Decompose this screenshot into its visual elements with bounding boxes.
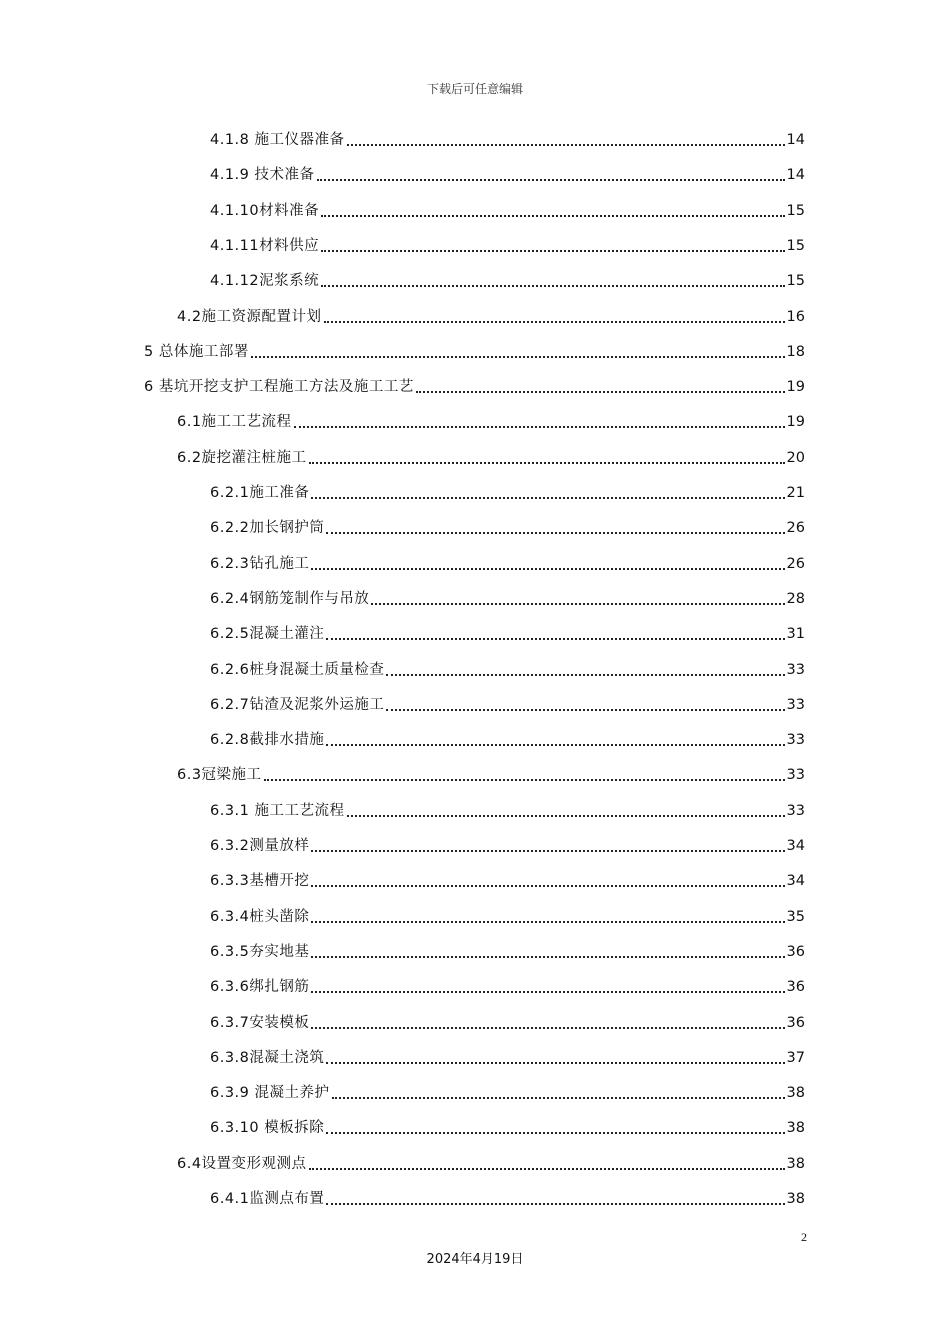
toc-dot-leader xyxy=(321,215,784,217)
toc-entry[interactable] xyxy=(210,971,805,997)
toc-entry[interactable] xyxy=(177,442,805,468)
toc-entry-page: 34 xyxy=(786,838,805,854)
toc-entry[interactable] xyxy=(177,759,805,785)
toc-entry[interactable] xyxy=(210,512,805,538)
toc-entry-page: 15 xyxy=(786,273,805,290)
toc-entry-title: 6.4设置变形观测点 xyxy=(177,1155,307,1172)
toc-entry-title: 4.1.10材料准备 xyxy=(210,202,320,219)
toc-entry-page: 28 xyxy=(786,590,805,607)
toc-dot-leader xyxy=(386,674,784,676)
toc-entry[interactable] xyxy=(210,159,805,185)
page-header: 下载后可任意编辑 xyxy=(426,82,523,96)
toc-entry-page: 33 xyxy=(786,802,805,819)
toc-entry-page: 35 xyxy=(786,908,805,925)
toc-dot-leader xyxy=(311,956,784,958)
toc-entry-page: 26 xyxy=(786,520,805,537)
toc-entry[interactable] xyxy=(210,548,805,574)
toc-entry-title: 6 基坑开挖支护工程施工方法及施工工艺 xyxy=(144,379,414,396)
toc-entry[interactable] xyxy=(144,336,805,362)
toc-entry-page: 38 xyxy=(786,1120,805,1137)
toc-entry-title: 6.2.2加长钢护筒 xyxy=(210,520,325,537)
toc-dot-leader xyxy=(264,779,785,781)
toc-dot-leader xyxy=(309,462,785,464)
toc-entry-page: 26 xyxy=(786,555,805,572)
toc-dot-leader xyxy=(326,638,784,640)
toc-entry-title: 6.2.3钻孔施工 xyxy=(210,555,310,572)
toc-entry-title: 6.3.2测量放样 xyxy=(210,838,310,854)
toc-dot-leader xyxy=(347,815,785,817)
toc-dot-leader xyxy=(371,603,784,605)
toc-dot-leader xyxy=(311,497,784,499)
toc-entry[interactable] xyxy=(210,1183,805,1209)
toc-dot-leader xyxy=(416,391,785,393)
toc-dot-leader xyxy=(317,179,785,181)
toc-entry-page: 36 xyxy=(786,1014,805,1031)
toc-entry[interactable] xyxy=(210,265,805,291)
toc-entry-title: 6.2.5混凝土灌注 xyxy=(210,626,325,643)
toc-entry[interactable] xyxy=(177,1148,805,1174)
toc-dot-leader xyxy=(321,285,784,287)
toc-entry-page: 33 xyxy=(786,732,805,749)
toc-dot-leader xyxy=(294,426,785,428)
toc-entry[interactable] xyxy=(210,124,805,150)
toc-entry-page: 19 xyxy=(786,379,805,396)
toc-entry[interactable] xyxy=(210,195,805,221)
toc-entry-title: 6.4.1监测点布置 xyxy=(210,1191,325,1207)
toc-dot-leader xyxy=(251,356,785,358)
toc-entry-page: 19 xyxy=(786,414,805,431)
toc-entry-page: 36 xyxy=(786,979,805,996)
toc-dot-leader xyxy=(326,532,784,534)
toc-entry[interactable] xyxy=(210,689,805,715)
toc-entry-page: 36 xyxy=(786,943,805,960)
toc-dot-leader xyxy=(321,250,784,252)
toc-entry[interactable] xyxy=(177,301,805,327)
toc-entry[interactable] xyxy=(210,1042,805,1068)
toc-dot-leader xyxy=(311,568,784,570)
toc-dot-leader xyxy=(311,991,784,993)
toc-entry-title: 6.3.4桩头凿除 xyxy=(210,908,310,925)
toc-dot-leader xyxy=(311,850,784,852)
toc-entry[interactable] xyxy=(210,901,805,927)
toc-entry-title: 4.2施工资源配置计划 xyxy=(177,308,322,325)
toc-entry-title: 4.1.9 技术准备 xyxy=(210,167,315,184)
toc-entry-page: 37 xyxy=(786,1049,805,1066)
toc-entry-title: 6.3.8混凝土浇筑 xyxy=(210,1049,325,1066)
toc-entry[interactable] xyxy=(210,865,805,891)
toc-entry[interactable] xyxy=(210,1112,805,1138)
toc-entry-page: 18 xyxy=(786,343,805,360)
toc-entry-title: 6.3.10 模板拆除 xyxy=(210,1120,325,1137)
toc-entry[interactable] xyxy=(210,1077,805,1103)
toc-dot-leader xyxy=(311,1027,784,1029)
toc-dot-leader xyxy=(347,144,785,146)
toc-dot-leader xyxy=(311,921,784,923)
toc-entry[interactable] xyxy=(210,830,805,856)
toc-entry-page: 14 xyxy=(786,167,805,184)
toc-entry-page: 33 xyxy=(786,767,805,784)
toc-entry-page: 21 xyxy=(786,485,805,501)
toc-dot-leader xyxy=(324,321,785,323)
toc-entry-page: 15 xyxy=(786,237,805,254)
footer-date: 2024年4月19日 xyxy=(426,1252,524,1267)
toc-dot-leader xyxy=(332,1097,785,1099)
toc-entry-title: 6.3.7安装模板 xyxy=(210,1014,310,1031)
toc-entry-title: 5 总体施工部署 xyxy=(144,343,249,360)
toc-dot-leader xyxy=(386,709,784,711)
toc-dot-leader xyxy=(326,744,784,746)
toc-entry-title: 6.3冠梁施工 xyxy=(177,767,262,784)
toc-entry-page: 14 xyxy=(786,132,805,148)
toc-entry-page: 16 xyxy=(786,308,805,325)
toc-entry[interactable] xyxy=(177,406,805,432)
toc-entry-title: 6.2.8截排水措施 xyxy=(210,732,325,749)
toc-entry[interactable] xyxy=(144,371,805,397)
toc-entry-page: 38 xyxy=(786,1191,805,1207)
toc-dot-leader xyxy=(311,885,784,887)
toc-entry-page: 38 xyxy=(786,1155,805,1172)
toc-entry[interactable] xyxy=(210,654,805,680)
toc-entry[interactable] xyxy=(210,477,805,503)
toc-entry-page: 33 xyxy=(786,661,805,678)
toc-entry[interactable] xyxy=(210,618,805,644)
toc-entry-title: 6.3.1 施工工艺流程 xyxy=(210,802,345,819)
toc-entry-title: 6.3.3基槽开挖 xyxy=(210,873,310,890)
toc-entry-title: 4.1.12泥浆系统 xyxy=(210,273,320,290)
toc-entry[interactable] xyxy=(210,1007,805,1033)
toc-entry-title: 6.3.6绑扎钢筋 xyxy=(210,979,310,996)
toc-entry-title: 6.2旋挖灌注桩施工 xyxy=(177,449,307,466)
toc-dot-leader xyxy=(326,1203,784,1205)
toc-entry-title: 6.3.9 混凝土养护 xyxy=(210,1085,330,1102)
page-number: 2 xyxy=(801,1230,807,1244)
toc-entry-title: 4.1.11材料供应 xyxy=(210,237,320,254)
toc-entry-page: 33 xyxy=(786,696,805,713)
toc-entry[interactable] xyxy=(210,583,805,609)
toc-entry-title: 6.2.6桩身混凝土质量检查 xyxy=(210,661,385,678)
toc-entry-title: 6.2.7钻渣及泥浆外运施工 xyxy=(210,696,385,713)
toc-entry-title: 6.2.1施工准备 xyxy=(210,485,310,501)
toc-entry[interactable] xyxy=(210,936,805,962)
toc-dot-leader xyxy=(326,1062,784,1064)
toc-entry-page: 15 xyxy=(786,202,805,219)
toc-entry-page: 20 xyxy=(786,449,805,466)
toc-entry[interactable] xyxy=(210,724,805,750)
toc-entry-title: 6.2.4钢筋笼制作与吊放 xyxy=(210,590,370,607)
toc-entry-title: 4.1.8 施工仪器准备 xyxy=(210,132,345,148)
toc-entry[interactable] xyxy=(210,795,805,821)
toc-entry-title: 6.1施工工艺流程 xyxy=(177,414,292,431)
toc-entry[interactable] xyxy=(210,230,805,256)
toc-entry-page: 34 xyxy=(786,873,805,890)
toc-entry-page: 38 xyxy=(786,1085,805,1102)
toc-dot-leader xyxy=(309,1168,785,1170)
toc-entry-title: 6.3.5夯实地基 xyxy=(210,943,310,960)
toc-entry-page: 31 xyxy=(786,626,805,643)
toc-dot-leader xyxy=(326,1132,784,1134)
